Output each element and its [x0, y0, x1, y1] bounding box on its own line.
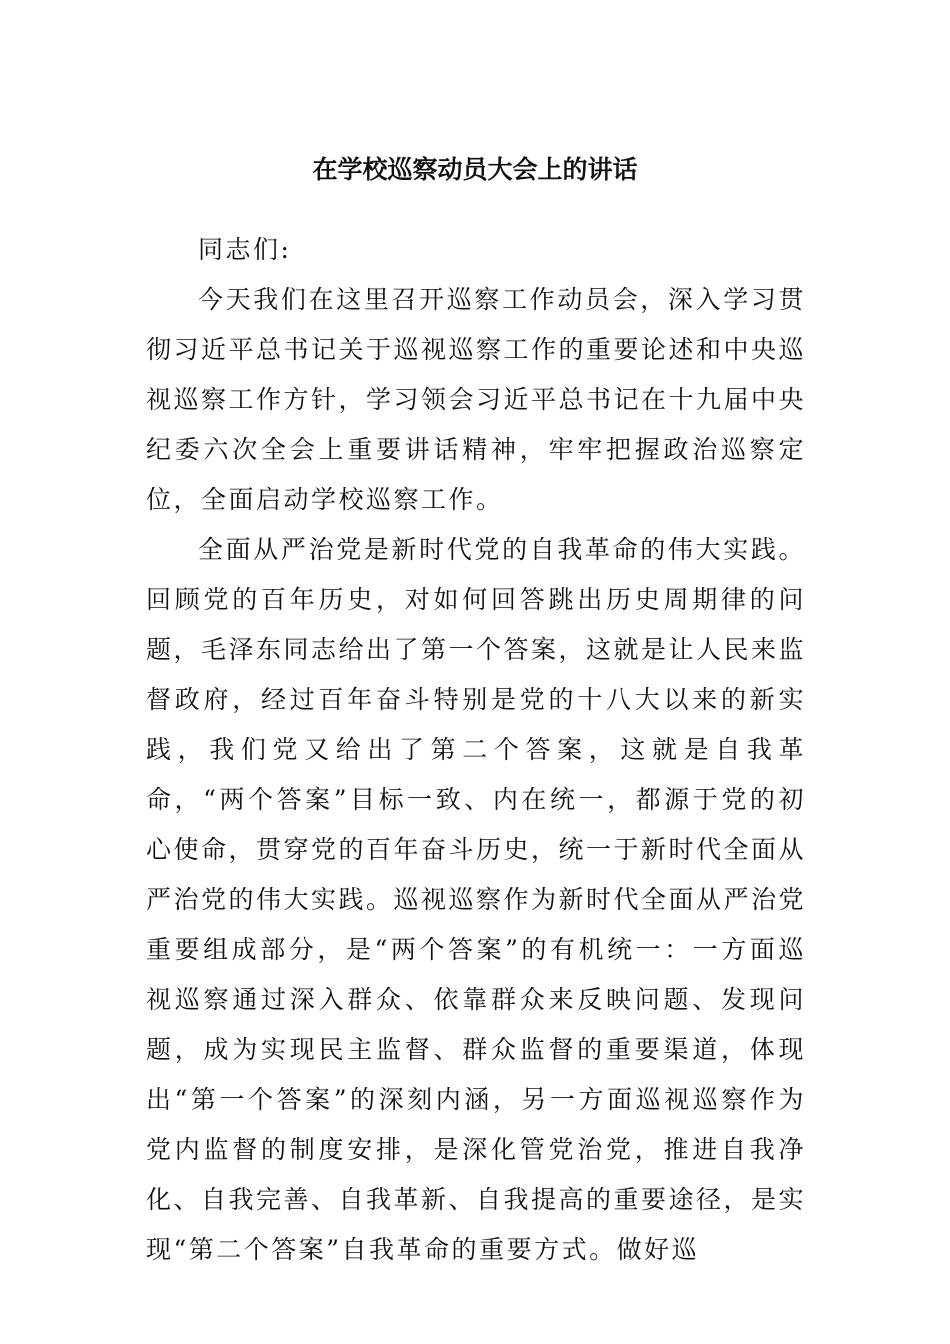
- salutation: 同志们:: [198, 235, 292, 264]
- document-body: [146, 225, 806, 1275]
- paragraph-2: 全面从严治党是新时代党的自我革命的伟大实践。回顾党的百年历史，对如何回答跳出历史周期律的问题，毛泽东同志给出了第一个答案，这就是让人民来监督政府，经过百年奋斗特别是党的十八大以来的新实践，我们党又给出了第二个答案，这就是自我革命，“两个答案”目标一致、内在统一，都源于党的初心使命，贯穿党的百年奋斗历史，统一于新时代全面从严治党的伟大实践。巡视巡察作为新时代全面从严治党重要组成部分，是“两个答案”的有机统一：一方面巡视巡察通过深入群众、依靠群众来反映问题、发现问题，成为实现民主监督、群众监督的重要渠道，体现出“第一个答案”的深刻内涵，另一方面巡视巡察作为党内监督的制度安排，是深化管党治党，推进自我净化、自我完善、自我革新、自我提高的重要途径，是实现“第二个答案”自我革命的重要方式。做好巡: [146, 535, 807, 1264]
- paragraph-1: 今天我们在这里召开巡察工作动员会，深入学习贯彻习近平总书记关于巡视巡察工作的重要论述和中央巡视巡察工作方针，学习领会习近平总书记在十九届中央纪委六次全会上重要讲话精神，牢牢把握政治巡察定位，全面启动学校巡察工作。: [146, 285, 807, 514]
- document-title: 在学校巡察动员大会上的讲话: [312, 155, 638, 184]
